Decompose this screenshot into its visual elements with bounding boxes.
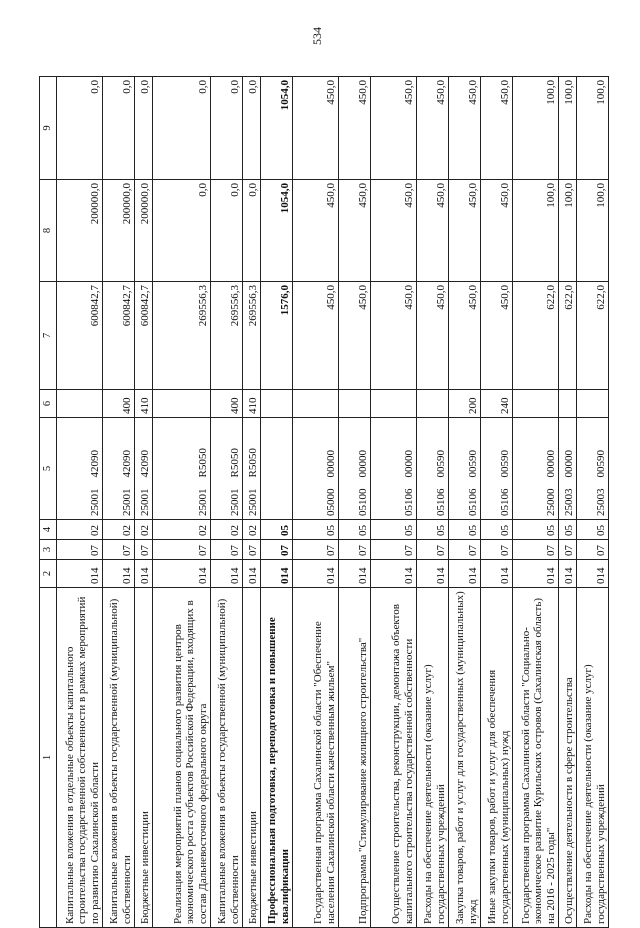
cell-target-article (371, 418, 417, 520)
target-article-prefix: 05106 (498, 488, 511, 516)
table-row (243, 77, 261, 928)
cell-subsection: 02 (135, 520, 153, 540)
target-article-suffix: R5050 (196, 448, 209, 478)
cell-amount-2: 450,0 (449, 180, 481, 282)
target-article-prefix: 05106 (466, 488, 479, 516)
table-row (559, 77, 577, 928)
cell-expense-type: 200 (449, 390, 481, 418)
cell-amount-3: 0,0 (153, 77, 211, 180)
cell-amount-3: 0,0 (211, 77, 243, 180)
cell-section: 07 (339, 540, 371, 560)
target-article-suffix: 42090 (138, 450, 151, 478)
cell-target-article (577, 418, 609, 520)
cell-expense-type (513, 390, 559, 418)
row-name: Профессиональная подготовка, переподготовка и повышение квалификации (261, 588, 293, 928)
spacer (139, 478, 151, 489)
cell-amount-3: 450,0 (481, 77, 513, 180)
cell-ministry: 014 (243, 560, 261, 588)
spacer (545, 478, 557, 489)
cell-ministry: 014 (211, 560, 243, 588)
table-row (261, 77, 293, 928)
cell-expense-type (261, 390, 293, 418)
spacer (357, 478, 369, 489)
spacer (121, 478, 133, 489)
cell-amount-2: 450,0 (293, 180, 339, 282)
cell-section: 07 (371, 540, 417, 560)
cell-section: 07 (293, 540, 339, 560)
column-header-1: 1 (40, 588, 57, 928)
target-article-prefix: 25001 (88, 488, 101, 516)
cell-subsection: 02 (153, 520, 211, 540)
cell-section: 07 (577, 540, 609, 560)
cell-ministry: 014 (135, 560, 153, 588)
target-article-suffix: 00590 (498, 450, 511, 478)
row-name: Реализация мероприятий планов социального развития центров экономического роста субъектов Российской Федерации, входящих в состав Дальневосточного федерального округа (153, 588, 211, 928)
cell-expense-type (371, 390, 417, 418)
cell-amount-2: 450,0 (481, 180, 513, 282)
target-article-prefix: 25003 (594, 488, 607, 516)
cell-target-article (339, 418, 371, 520)
cell-amount-2: 200000,0 (135, 180, 153, 282)
cell-amount-2: 0,0 (211, 180, 243, 282)
cell-target-article (103, 418, 135, 520)
column-header-4: 4 (40, 520, 57, 540)
target-article-prefix: 05106 (434, 488, 447, 516)
column-header-5: 5 (40, 418, 57, 520)
target-article-prefix: 25001 (228, 488, 241, 516)
cell-expense-type (293, 390, 339, 418)
row-name: Бюджетные инвестиции (243, 588, 261, 928)
cell-subsection: 05 (261, 520, 293, 540)
cell-expense-type: 400 (211, 390, 243, 418)
target-article-prefix: 25001 (246, 488, 259, 516)
page-number: 534 (310, 27, 324, 45)
cell-amount-2: 100,0 (513, 180, 559, 282)
cell-amount-1: 622,0 (577, 282, 609, 390)
cell-ministry: 014 (57, 560, 103, 588)
row-name: Капитальные вложения в объекты государственной (муниципальной) собственности (211, 588, 243, 928)
cell-ministry: 014 (371, 560, 417, 588)
cell-target-article (261, 418, 293, 520)
target-article-suffix: 00590 (594, 450, 607, 478)
table-row (103, 77, 135, 928)
target-article-suffix: 00590 (434, 450, 447, 478)
cell-amount-3: 450,0 (449, 77, 481, 180)
row-name: Капитальные вложения в отдельные объекты капитального строительства государственной собственности в рамках мероприятий по развитию Сахалинской области (57, 588, 103, 928)
cell-amount-3: 450,0 (293, 77, 339, 180)
cell-amount-3: 0,0 (243, 77, 261, 180)
cell-section: 07 (513, 540, 559, 560)
cell-target-article (153, 418, 211, 520)
table-row (57, 77, 103, 928)
table-row (293, 77, 339, 928)
target-article-prefix: 05100 (356, 488, 369, 516)
column-header-6: 6 (40, 390, 57, 418)
cell-subsection: 02 (243, 520, 261, 540)
cell-amount-3: 1054,0 (261, 77, 293, 180)
cell-amount-3: 100,0 (577, 77, 609, 180)
column-header-3: 3 (40, 540, 57, 560)
table-row (135, 77, 153, 928)
table-row (449, 77, 481, 928)
cell-amount-1: 600842,7 (103, 282, 135, 390)
spacer (197, 478, 209, 489)
cell-subsection: 05 (293, 520, 339, 540)
row-name: Подпрограмма "Стимулирование жилищного строительства" (339, 588, 371, 928)
table-row (513, 77, 559, 928)
cell-amount-2: 1054,0 (261, 180, 293, 282)
row-name: Расходы на обеспечение деятельности (оказание услуг) государственных учреждений (417, 588, 449, 928)
target-article-suffix: 00000 (402, 450, 415, 478)
table-body (57, 77, 609, 928)
target-article-suffix: R5050 (246, 448, 259, 478)
cell-section: 07 (153, 540, 211, 560)
cell-section: 07 (57, 540, 103, 560)
cell-subsection: 05 (339, 520, 371, 540)
row-name: Закупка товаров, работ и услуг для государственных (муниципальных) нужд (449, 588, 481, 928)
cell-amount-1: 1576,0 (261, 282, 293, 390)
cell-ministry: 014 (261, 560, 293, 588)
cell-amount-1: 450,0 (449, 282, 481, 390)
spacer (435, 478, 447, 489)
cell-expense-type: 400 (103, 390, 135, 418)
cell-amount-1: 622,0 (559, 282, 577, 390)
row-name: Осуществление деятельности в сфере строительства (559, 588, 577, 928)
target-article-prefix: 05106 (402, 488, 415, 516)
spacer (467, 478, 479, 489)
cell-amount-2: 0,0 (243, 180, 261, 282)
cell-amount-2: 450,0 (417, 180, 449, 282)
target-article-suffix: 00590 (466, 450, 479, 478)
cell-ministry: 014 (103, 560, 135, 588)
target-article-suffix: 00000 (324, 450, 337, 478)
target-article-suffix: 00000 (562, 450, 575, 478)
spacer (595, 478, 607, 489)
cell-expense-type (153, 390, 211, 418)
cell-target-article (417, 418, 449, 520)
cell-amount-2: 100,0 (577, 180, 609, 282)
target-article-prefix: 05000 (324, 488, 337, 516)
cell-ministry: 014 (417, 560, 449, 588)
cell-subsection: 05 (481, 520, 513, 540)
cell-ministry: 014 (153, 560, 211, 588)
cell-amount-3: 0,0 (57, 77, 103, 180)
cell-amount-2: 450,0 (339, 180, 371, 282)
target-article-suffix: 42090 (88, 450, 101, 478)
column-header-7: 7 (40, 282, 57, 390)
cell-ministry: 014 (559, 560, 577, 588)
cell-amount-2: 0,0 (153, 180, 211, 282)
cell-target-article (513, 418, 559, 520)
cell-amount-1: 450,0 (293, 282, 339, 390)
cell-expense-type (417, 390, 449, 418)
target-article-suffix: 00000 (356, 450, 369, 478)
rotated-page (39, 77, 607, 928)
cell-subsection: 05 (417, 520, 449, 540)
cell-amount-1: 450,0 (481, 282, 513, 390)
cell-amount-1: 269556,3 (153, 282, 211, 390)
spacer (279, 505, 291, 516)
cell-expense-type (577, 390, 609, 418)
cell-section: 07 (261, 540, 293, 560)
cell-amount-1: 450,0 (339, 282, 371, 390)
spacer (563, 478, 575, 489)
cell-amount-3: 100,0 (513, 77, 559, 180)
cell-target-article (211, 418, 243, 520)
cell-subsection: 05 (371, 520, 417, 540)
row-name: Капитальные вложения в объекты государственной (муниципальной) собственности (103, 588, 135, 928)
cell-target-article (57, 418, 103, 520)
target-article-prefix: 25003 (562, 488, 575, 516)
cell-amount-1: 600842,7 (135, 282, 153, 390)
cell-ministry: 014 (577, 560, 609, 588)
cell-target-article (559, 418, 577, 520)
budget-table (39, 76, 609, 928)
cell-target-article (293, 418, 339, 520)
target-article-suffix: R5050 (228, 448, 241, 478)
column-header-8: 8 (40, 180, 57, 282)
row-name: Государственная программа Сахалинской области "Социально-экономическое развитие Курильских островов (Сахалинская область) на 2016 - 2025 годы" (513, 588, 559, 928)
cell-ministry: 014 (513, 560, 559, 588)
table-row (153, 77, 211, 928)
table-row (417, 77, 449, 928)
cell-amount-3: 450,0 (417, 77, 449, 180)
cell-section: 07 (481, 540, 513, 560)
cell-amount-1: 600842,7 (57, 282, 103, 390)
spacer (247, 478, 259, 489)
cell-amount-1: 622,0 (513, 282, 559, 390)
cell-expense-type: 410 (243, 390, 261, 418)
spacer (499, 478, 511, 489)
cell-target-article (243, 418, 261, 520)
cell-target-article (449, 418, 481, 520)
cell-amount-2: 450,0 (371, 180, 417, 282)
cell-amount-1: 269556,3 (243, 282, 261, 390)
column-header-9: 9 (40, 77, 57, 180)
header-row (40, 77, 57, 928)
table-row (211, 77, 243, 928)
cell-expense-type (559, 390, 577, 418)
target-article-prefix: 25000 (544, 488, 557, 516)
cell-subsection: 02 (57, 520, 103, 540)
cell-section: 07 (243, 540, 261, 560)
cell-expense-type (57, 390, 103, 418)
cell-expense-type (339, 390, 371, 418)
cell-subsection: 05 (559, 520, 577, 540)
cell-amount-2: 200000,0 (103, 180, 135, 282)
spacer (229, 478, 241, 489)
spacer (403, 478, 415, 489)
cell-expense-type: 410 (135, 390, 153, 418)
row-name: Осуществление строительства, реконструкции, демонтажа объектов капитального строительства государственной собственности (371, 588, 417, 928)
cell-amount-3: 100,0 (559, 77, 577, 180)
cell-subsection: 02 (103, 520, 135, 540)
cell-expense-type: 240 (481, 390, 513, 418)
target-article-suffix: 42090 (120, 450, 133, 478)
cell-amount-3: 450,0 (339, 77, 371, 180)
cell-amount-1: 450,0 (371, 282, 417, 390)
cell-ministry: 014 (293, 560, 339, 588)
target-article-prefix: 25001 (120, 488, 133, 516)
cell-section: 07 (417, 540, 449, 560)
cell-amount-2: 100,0 (559, 180, 577, 282)
table-row (577, 77, 609, 928)
cell-amount-3: 0,0 (103, 77, 135, 180)
cell-amount-3: 450,0 (371, 77, 417, 180)
cell-section: 07 (559, 540, 577, 560)
table-row (371, 77, 417, 928)
cell-amount-1: 269556,3 (211, 282, 243, 390)
cell-section: 07 (211, 540, 243, 560)
row-name: Бюджетные инвестиции (135, 588, 153, 928)
cell-ministry: 014 (449, 560, 481, 588)
cell-section: 07 (103, 540, 135, 560)
cell-target-article (135, 418, 153, 520)
cell-subsection: 05 (577, 520, 609, 540)
row-name: Иные закупки товаров, работ и услуг для обеспечения государственных (муниципальных) нужд (481, 588, 513, 928)
cell-amount-3: 0,0 (135, 77, 153, 180)
row-name: Государственная программа Сахалинской области "Обеспечение населения Сахалинской области качественным жильем" (293, 588, 339, 928)
cell-section: 07 (449, 540, 481, 560)
target-article-prefix: 25001 (138, 488, 151, 516)
row-name: Расходы на обеспечение деятельности (оказание услуг) государственных учреждений (577, 588, 609, 928)
cell-ministry: 014 (339, 560, 371, 588)
cell-amount-2: 200000,0 (57, 180, 103, 282)
cell-subsection: 02 (211, 520, 243, 540)
cell-subsection: 05 (513, 520, 559, 540)
cell-ministry: 014 (481, 560, 513, 588)
target-article-prefix: 25001 (196, 488, 209, 516)
table-row (339, 77, 371, 928)
spacer (325, 478, 337, 489)
column-header-2: 2 (40, 560, 57, 588)
spacer (89, 478, 101, 489)
cell-target-article (481, 418, 513, 520)
cell-subsection: 05 (449, 520, 481, 540)
cell-amount-1: 450,0 (417, 282, 449, 390)
cell-section: 07 (135, 540, 153, 560)
target-article-suffix: 00000 (544, 450, 557, 478)
table-row (481, 77, 513, 928)
